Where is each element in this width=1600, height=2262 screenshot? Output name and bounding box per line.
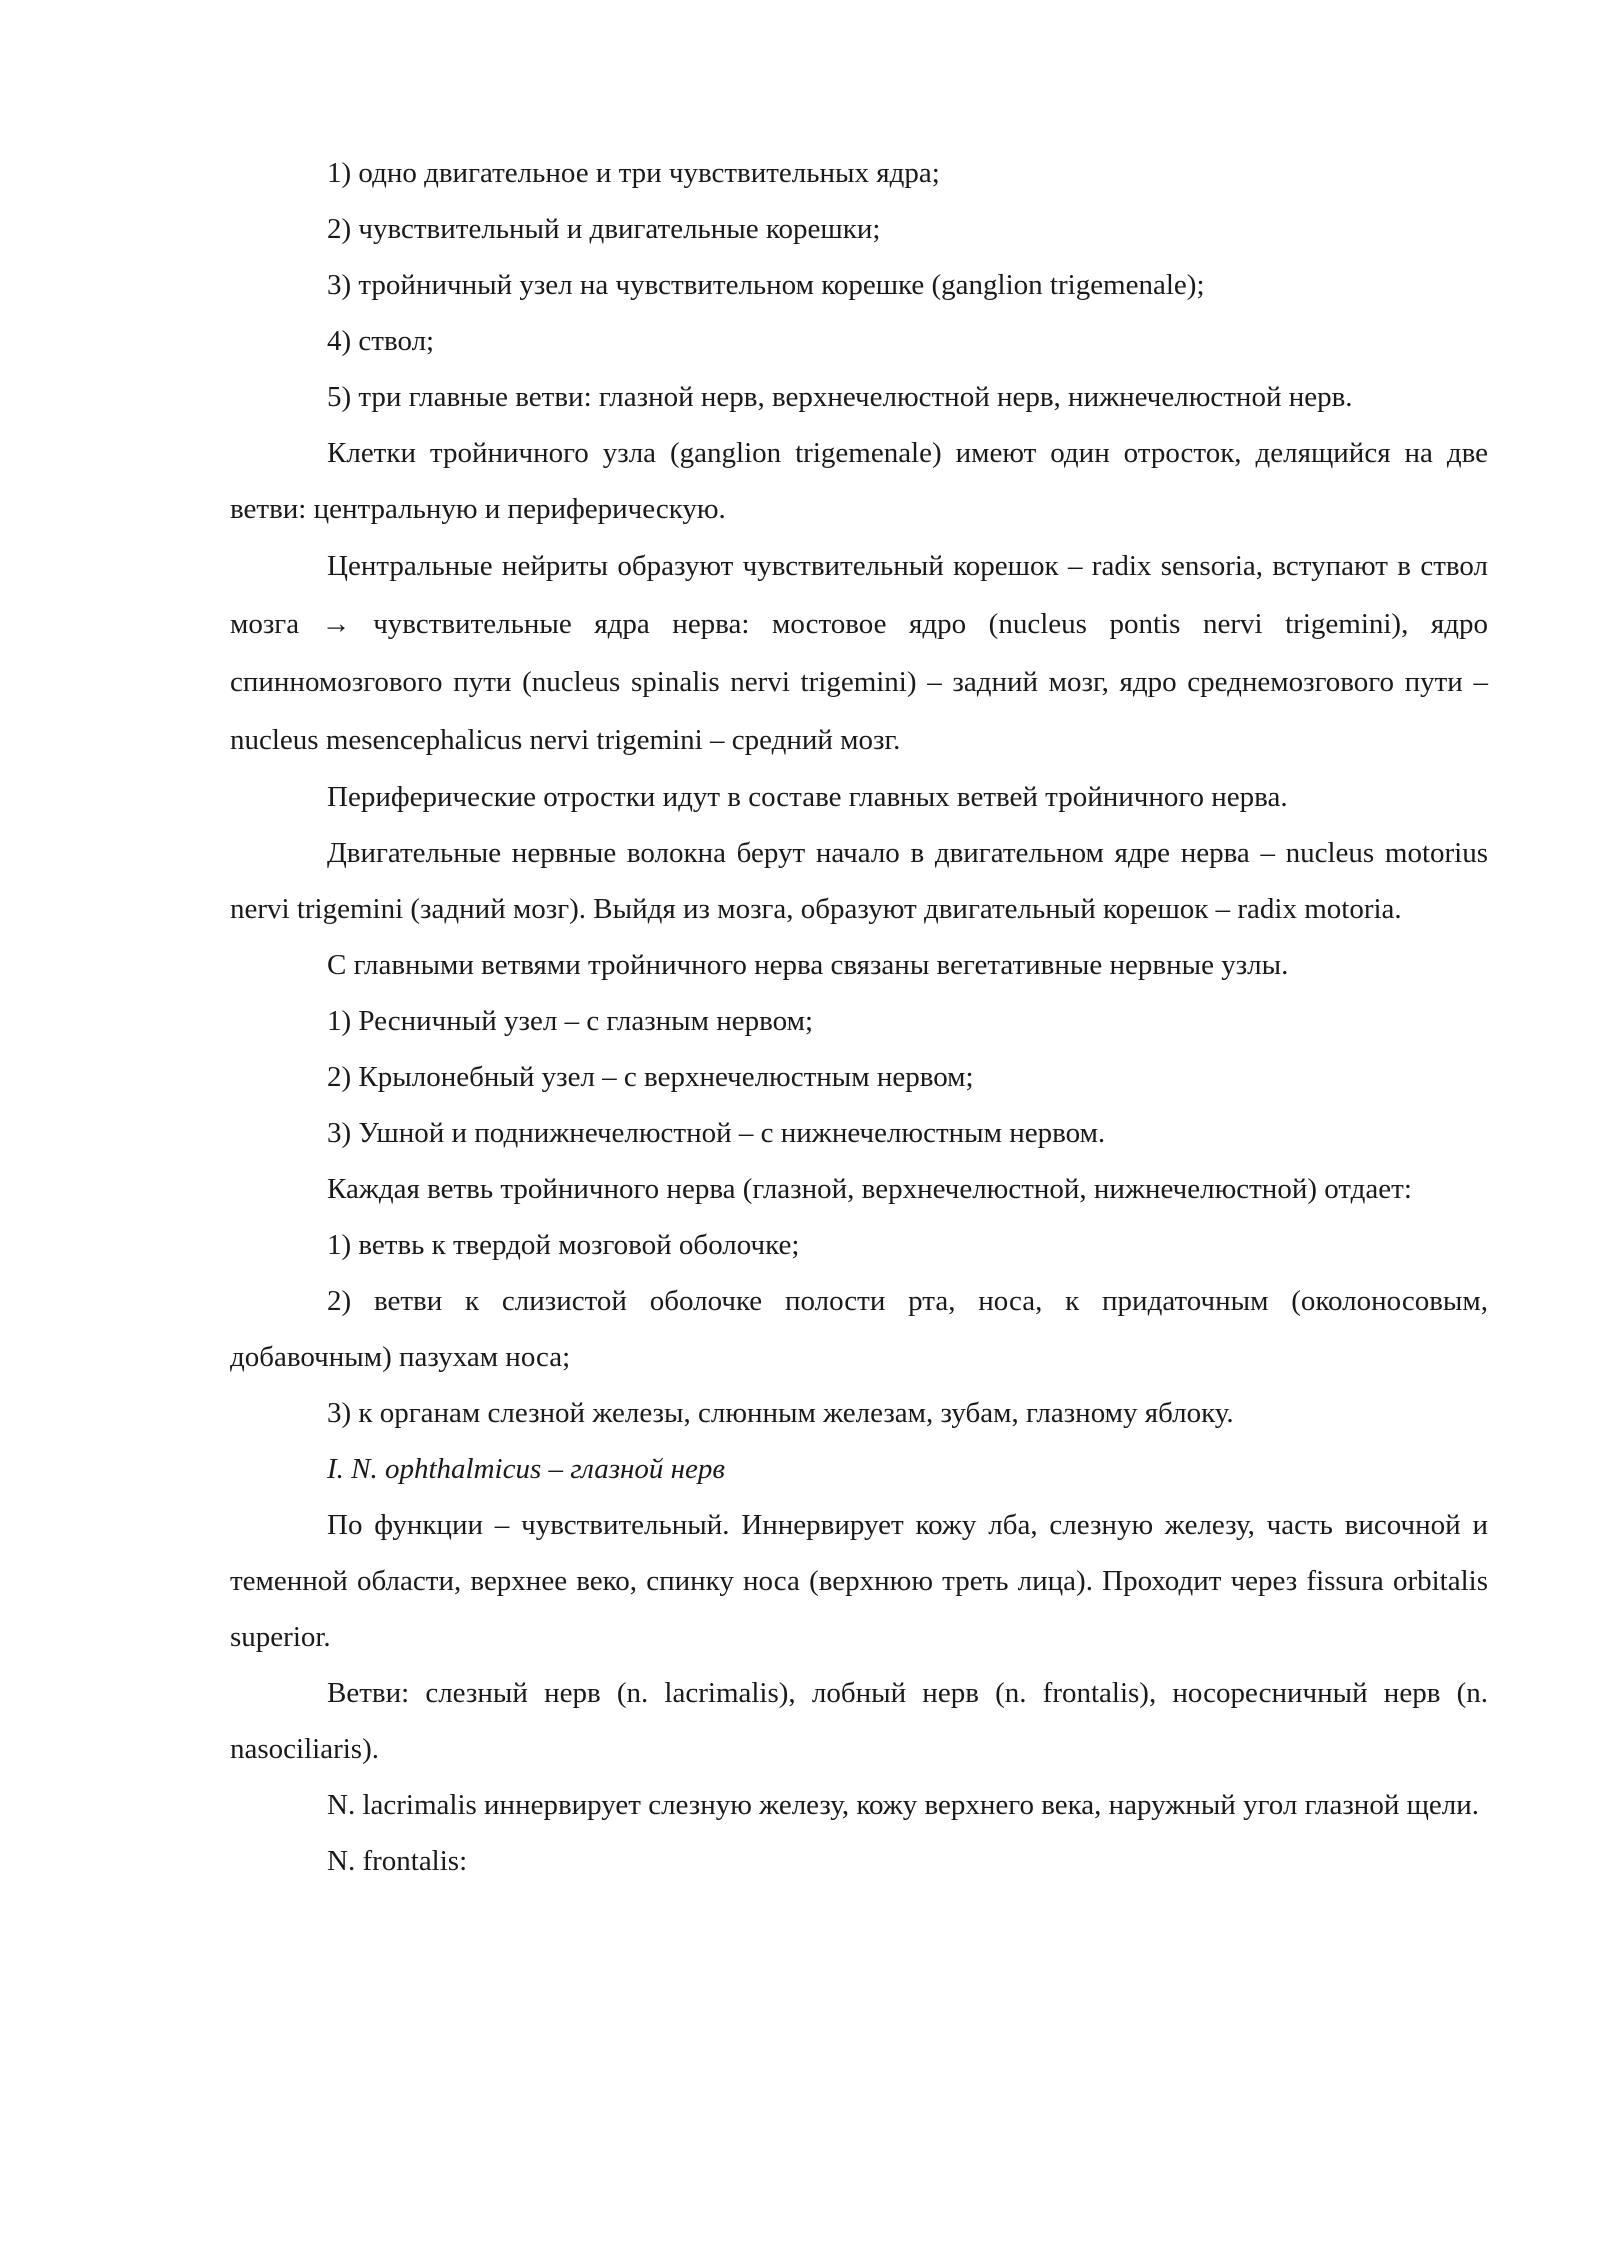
- paragraph-ganglion-cells: Клетки тройничного узла (ganglion trigemenale) имеют один отросток, делящийся на две ветви: центральную и периферическую.: [230, 437, 1488, 525]
- paragraph-vegetative-ganglia: С главными ветвями тройничного нерва связаны вегетативные нервные узлы.: [327, 949, 1289, 981]
- list-item-ganglion: 3) тройничный узел на чувствительном корешке (ganglion trigemenale);: [327, 269, 1205, 301]
- list-item-organs: 3) к органам слезной железы, слюнным железам, зубам, глазному яблоку.: [327, 1397, 1234, 1429]
- section-heading-ophthalmicus: I. N. ophthalmicus – глазной нерв: [327, 1453, 725, 1485]
- paragraph-frontalis: N. frontalis:: [327, 1845, 468, 1877]
- list-item-dura: 1) ветвь к твердой мозговой оболочке;: [327, 1229, 800, 1261]
- list-item-ciliary-ganglion: 1) Ресничный узел – с глазным нервом;: [327, 1005, 814, 1037]
- list-item-roots: 2) чувствительный и двигательные корешки;: [327, 213, 881, 245]
- list-item-trunk: 4) ствол;: [327, 325, 435, 357]
- list-item-otic-ganglion: 3) Ушной и поднижнечелюстной – с нижнечелюстным нервом.: [327, 1117, 1106, 1149]
- list-item-branches: 5) три главные ветви: глазной нерв, верхнечелюстной нерв, нижнечелюстной нерв.: [327, 381, 1353, 413]
- paragraph-each-branch: Каждая ветвь тройничного нерва (глазной, верхнечелюстной, нижнечелюстной) отдает:: [327, 1173, 1412, 1205]
- list-item-pterygopalatine-ganglion: 2) Крылонебный узел – с верхнечелюстным нервом;: [327, 1061, 974, 1093]
- paragraph-central-neurites: Центральные нейриты образуют чувствительный корешок – radix sensoria, вступают в ствол мозга → чувствительные ядра нерва: мостовое ядро (nucleus pontis nervi trigemini), ядро спинномозгового пути (nucleus spinalis nervi trigemini) – задний мозг, ядро среднемозгового пути – nucleus mesencephalicus nervi trigemini – средний мозг.: [230, 550, 1488, 756]
- document-page: [230, 145, 1488, 1889]
- paragraph-motor-fibers: Двигательные нервные волокна берут начало в двигательном ядре нерва – nucleus motorius nervi trigemini (задний мозг). Выйдя из мозга, образуют двигательный корешок – radix motoria.: [230, 837, 1488, 925]
- paragraph-lacrimalis: N. lacrimalis иннервирует слезную железу, кожу верхнего века, наружный угол глазной щели.: [327, 1789, 1480, 1821]
- paragraph-ophthalmic-branches: Ветви: слезный нерв (n. lacrimalis), лобный нерв (n. frontalis), носоресничный нерв (n. nasociliaris).: [230, 1677, 1488, 1765]
- list-item-nuclei: 1) одно двигательное и три чувствительных ядра;: [327, 157, 940, 189]
- paragraph-peripheral-processes: Периферические отростки идут в составе главных ветвей тройничного нерва.: [327, 781, 1288, 813]
- list-item-mucosa: 2) ветви к слизистой оболочке полости рта, носа, к придаточным (околоносовым, добавочным) пазухам носа;: [230, 1285, 1488, 1373]
- paragraph-function: По функции – чувствительный. Иннервирует кожу лба, слезную железу, часть височной и теменной области, верхнее веко, спинку носа (верхнюю треть лица). Проходит через fissura orbitalis superior.: [230, 1509, 1488, 1653]
